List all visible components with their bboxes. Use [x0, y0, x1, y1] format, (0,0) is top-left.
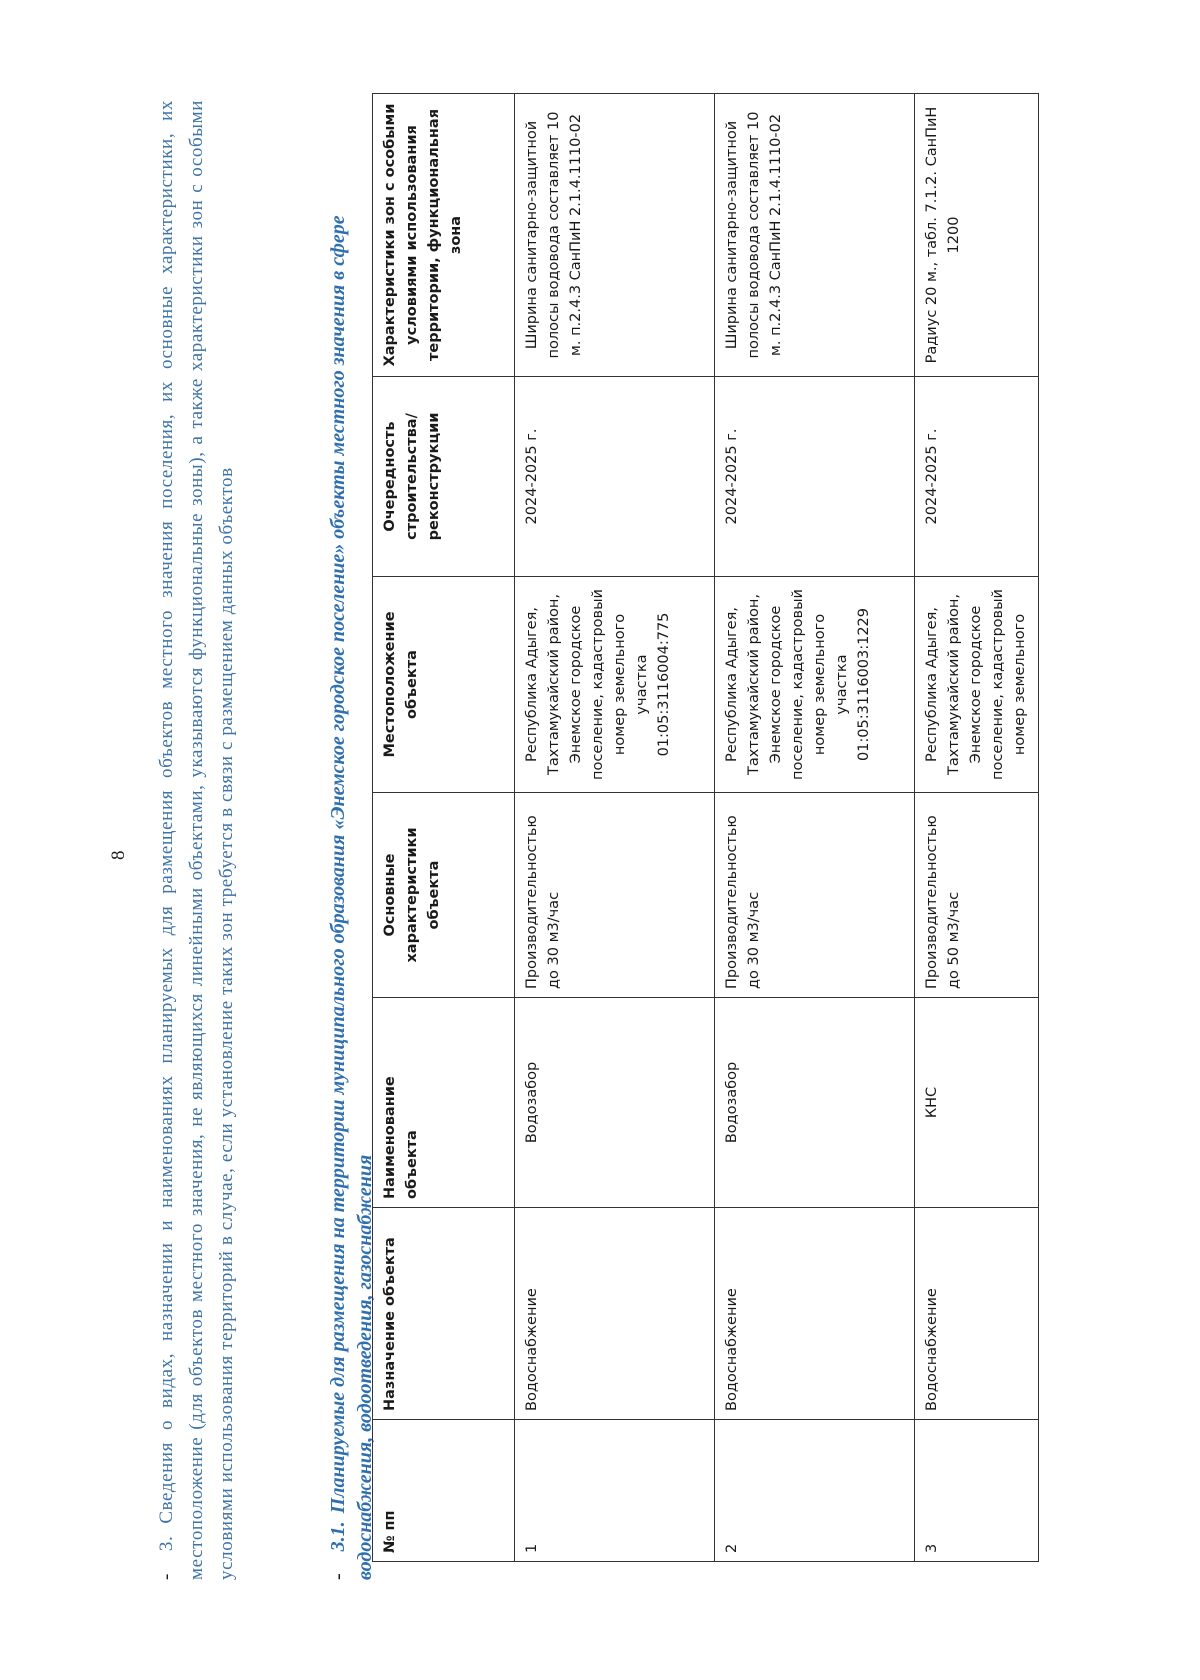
cell-zones: Радиус 20 м., табл. 7.1.2. СанПиН 1200 [915, 94, 1039, 377]
cell-location: Республика Адыгея, Тахтамукайский район, Энемское городское поселение, кадастровый номер земельного участка 01:05:3116003:1229 [715, 577, 915, 793]
cell-zones: Ширина санитарно-защитной полосы водовода составляет 10 м. п.2.4.3 СанПиН 2.1.4.1110-02 [515, 94, 715, 377]
header-location: Местоположение объекта [373, 577, 515, 793]
cell-num: 1 [515, 1420, 715, 1562]
table-row [915, 94, 1039, 1562]
cell-num: 3 [915, 1420, 1039, 1562]
header-num: № пп [373, 1420, 515, 1562]
cell-name: Водозабор [715, 998, 915, 1208]
cell-schedule: 2024-2025 г. [715, 377, 915, 577]
cell-location: Республика Адыгея, Тахтамукайский район, Энемское городское поселение, кадастровый номер земельного участка 01:05:3116004:775 [515, 577, 715, 793]
cell-purpose: Водоснабжение [715, 1208, 915, 1420]
subsection-dash: - [327, 1573, 349, 1580]
table-header-row [373, 94, 515, 1562]
section-text: 3. Сведения о видах, назначении и наименованиях планируемых для размещения объектов местного значения поселения, их основные характеристики, их местоположение (для объектов местного значения, не являющихся линейными объектами, указываются функциональные зоны), а также характеристики зон с особыми условиями использования территорий в случае, если установление таких зон требуется в связи с размещением данных объектов [156, 100, 237, 1580]
subsection-heading [325, 80, 379, 1580]
objects-table [372, 93, 1039, 1562]
cell-num: 2 [715, 1420, 915, 1562]
subsection-number: 3.1. [327, 1521, 349, 1552]
cell-purpose: Водоснабжение [515, 1208, 715, 1420]
header-name: Наименование объекта [373, 998, 515, 1208]
cell-schedule: 2024-2025 г. [915, 377, 1039, 577]
cell-specs: Производительностью до 30 м3/час [515, 793, 715, 998]
header-schedule: Очередность строительства/ реконструкции [373, 377, 515, 577]
header-specs: Основные характеристики объекта [373, 793, 515, 998]
cell-location: Республика Адыгея, Тахтамукайский район, Энемское городское поселение, кадастровый номер земельного [915, 577, 1039, 793]
subsection-text: Планируемые для размещения на территории муниципального образования «Энемское городское поселение» объекты местного значения в сфере водоснабжения, водоотведения, газоснабжения [327, 215, 376, 1580]
table-row [715, 94, 915, 1562]
cell-zones: Ширина санитарно-защитной полосы водовода составляет 10 м. п.2.4.3 СанПиН 2.1.4.1110-02 [715, 94, 915, 377]
table-row [515, 94, 715, 1562]
cell-name: Водозабор [515, 998, 715, 1208]
section-dash: - [156, 1573, 177, 1580]
header-purpose: Назначение объекта [373, 1208, 515, 1420]
page-number: 8 [108, 850, 129, 860]
header-zones: Характеристики зон с особыми условиями использования территории, функциональная зона [373, 94, 515, 377]
cell-specs: Производительностью до 30 м3/час [715, 793, 915, 998]
cell-purpose: Водоснабжение [915, 1208, 1039, 1420]
cell-specs: Производительностью до 50 м3/час [915, 793, 1039, 998]
section-heading [152, 100, 242, 1580]
cell-name: КНС [915, 998, 1039, 1208]
cell-schedule: 2024-2025 г. [515, 377, 715, 577]
